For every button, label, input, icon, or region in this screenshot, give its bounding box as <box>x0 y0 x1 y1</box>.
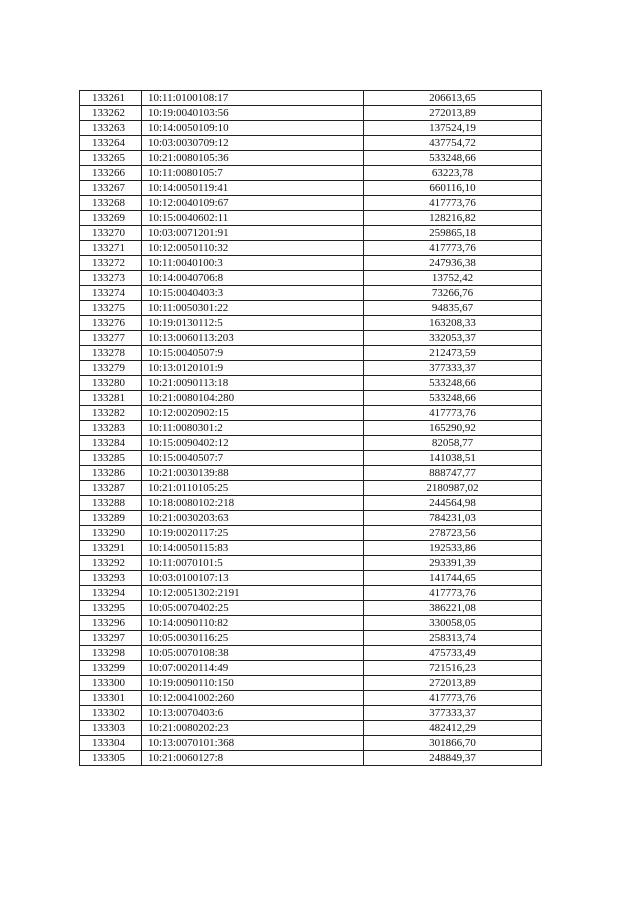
record-id-cell: 133262 <box>80 106 142 121</box>
table-row <box>80 586 542 601</box>
table-row <box>80 751 542 766</box>
amount-cell: 244564,98 <box>364 496 542 511</box>
amount-cell: 258313,74 <box>364 631 542 646</box>
table-row <box>80 661 542 676</box>
cadastral-number-cell: 10:03:0100107:13 <box>142 571 364 586</box>
table-row <box>80 496 542 511</box>
table-row <box>80 226 542 241</box>
amount-cell: 163208,33 <box>364 316 542 331</box>
table-row <box>80 256 542 271</box>
cadastral-number-cell: 10:12:0040109:67 <box>142 196 364 211</box>
amount-cell: 192533,86 <box>364 541 542 556</box>
cadastral-number-cell: 10:18:0080102:218 <box>142 496 364 511</box>
amount-cell: 475733,49 <box>364 646 542 661</box>
amount-cell: 259865,18 <box>364 226 542 241</box>
amount-cell: 386221,08 <box>364 601 542 616</box>
amount-cell: 247936,38 <box>364 256 542 271</box>
record-id-cell: 133278 <box>80 346 142 361</box>
table-row <box>80 151 542 166</box>
amount-cell: 533248,66 <box>364 391 542 406</box>
cadastral-number-cell: 10:13:0120101:9 <box>142 361 364 376</box>
amount-cell: 206613,65 <box>364 91 542 106</box>
table-row <box>80 391 542 406</box>
cadastral-number-cell: 10:03:0071201:91 <box>142 226 364 241</box>
cadastral-number-cell: 10:19:0040103:56 <box>142 106 364 121</box>
cadastral-number-cell: 10:11:0100108:17 <box>142 91 364 106</box>
table-row <box>80 646 542 661</box>
cadastral-number-cell: 10:21:0080202:23 <box>142 721 364 736</box>
table-row <box>80 511 542 526</box>
record-id-cell: 133299 <box>80 661 142 676</box>
table-row <box>80 706 542 721</box>
amount-cell: 533248,66 <box>364 151 542 166</box>
table-body <box>80 91 542 766</box>
cadastral-number-cell: 10:12:0050110:32 <box>142 241 364 256</box>
cadastral-number-cell: 10:11:0050301:22 <box>142 301 364 316</box>
table-row <box>80 211 542 226</box>
record-id-cell: 133261 <box>80 91 142 106</box>
record-id-cell: 133273 <box>80 271 142 286</box>
record-id-cell: 133263 <box>80 121 142 136</box>
table-row <box>80 136 542 151</box>
cadastral-number-cell: 10:15:0040507:9 <box>142 346 364 361</box>
record-id-cell: 133265 <box>80 151 142 166</box>
cadastral-number-cell: 10:11:0040100:3 <box>142 256 364 271</box>
amount-cell: 128216,82 <box>364 211 542 226</box>
record-id-cell: 133264 <box>80 136 142 151</box>
amount-cell: 417773,76 <box>364 196 542 211</box>
cadastral-number-cell: 10:11:0080301:2 <box>142 421 364 436</box>
record-id-cell: 133297 <box>80 631 142 646</box>
cadastral-number-cell: 10:05:0070108:38 <box>142 646 364 661</box>
record-id-cell: 133300 <box>80 676 142 691</box>
record-id-cell: 133303 <box>80 721 142 736</box>
cadastral-number-cell: 10:19:0090110:150 <box>142 676 364 691</box>
cadastral-number-cell: 10:14:0040706:8 <box>142 271 364 286</box>
amount-cell: 332053,37 <box>364 331 542 346</box>
cadastral-number-cell: 10:13:0070101:368 <box>142 736 364 751</box>
table-row <box>80 106 542 121</box>
amount-cell: 437754,72 <box>364 136 542 151</box>
cadastral-number-cell: 10:05:0070402:25 <box>142 601 364 616</box>
record-id-cell: 133289 <box>80 511 142 526</box>
cadastral-number-cell: 10:13:0070403:6 <box>142 706 364 721</box>
table-row <box>80 166 542 181</box>
record-id-cell: 133267 <box>80 181 142 196</box>
table-row <box>80 316 542 331</box>
table-row <box>80 571 542 586</box>
table-row <box>80 736 542 751</box>
table-row <box>80 676 542 691</box>
record-id-cell: 133293 <box>80 571 142 586</box>
record-id-cell: 133305 <box>80 751 142 766</box>
cadastral-number-cell: 10:15:0040602:11 <box>142 211 364 226</box>
cadastral-number-cell: 10:03:0030709:12 <box>142 136 364 151</box>
table-row <box>80 631 542 646</box>
cadastral-number-cell: 10:12:0051302:2191 <box>142 586 364 601</box>
record-id-cell: 133268 <box>80 196 142 211</box>
cadastral-number-cell: 10:19:0130112:5 <box>142 316 364 331</box>
amount-cell: 888747,77 <box>364 466 542 481</box>
amount-cell: 417773,76 <box>364 241 542 256</box>
table-row <box>80 271 542 286</box>
cadastral-number-cell: 10:21:0030203:63 <box>142 511 364 526</box>
cadastral-number-cell: 10:21:0080104:280 <box>142 391 364 406</box>
record-id-cell: 133277 <box>80 331 142 346</box>
record-id-cell: 133270 <box>80 226 142 241</box>
record-id-cell: 133279 <box>80 361 142 376</box>
record-id-cell: 133287 <box>80 481 142 496</box>
record-id-cell: 133288 <box>80 496 142 511</box>
amount-cell: 137524,19 <box>364 121 542 136</box>
cadastral-number-cell: 10:21:0090113:18 <box>142 376 364 391</box>
table-row <box>80 406 542 421</box>
table-row <box>80 301 542 316</box>
table-row <box>80 541 542 556</box>
table-row <box>80 601 542 616</box>
record-id-cell: 133282 <box>80 406 142 421</box>
record-id-cell: 133275 <box>80 301 142 316</box>
table-row <box>80 526 542 541</box>
table-row <box>80 376 542 391</box>
cadastral-number-cell: 10:15:0040507:7 <box>142 451 364 466</box>
record-id-cell: 133291 <box>80 541 142 556</box>
amount-cell: 377333,37 <box>364 361 542 376</box>
table-row <box>80 466 542 481</box>
amount-cell: 330058,05 <box>364 616 542 631</box>
record-id-cell: 133286 <box>80 466 142 481</box>
table-row <box>80 331 542 346</box>
cadastral-number-cell: 10:14:0090110:82 <box>142 616 364 631</box>
data-table <box>79 90 542 766</box>
amount-cell: 272013,89 <box>364 676 542 691</box>
cadastral-number-cell: 10:14:0050109:10 <box>142 121 364 136</box>
cadastral-number-cell: 10:14:0050119:41 <box>142 181 364 196</box>
record-id-cell: 133276 <box>80 316 142 331</box>
cadastral-number-cell: 10:12:0020902:15 <box>142 406 364 421</box>
cadastral-number-cell: 10:14:0050115:83 <box>142 541 364 556</box>
table-row <box>80 556 542 571</box>
table-row <box>80 286 542 301</box>
cadastral-number-cell: 10:07:0020114:49 <box>142 661 364 676</box>
amount-cell: 482412,29 <box>364 721 542 736</box>
amount-cell: 417773,76 <box>364 406 542 421</box>
cadastral-number-cell: 10:13:0060113:203 <box>142 331 364 346</box>
table-row <box>80 721 542 736</box>
table-row <box>80 241 542 256</box>
record-id-cell: 133294 <box>80 586 142 601</box>
record-id-cell: 133296 <box>80 616 142 631</box>
table-row <box>80 121 542 136</box>
table-row <box>80 691 542 706</box>
amount-cell: 165290,92 <box>364 421 542 436</box>
table-row <box>80 616 542 631</box>
amount-cell: 417773,76 <box>364 691 542 706</box>
amount-cell: 533248,66 <box>364 376 542 391</box>
amount-cell: 301866,70 <box>364 736 542 751</box>
record-id-cell: 133269 <box>80 211 142 226</box>
amount-cell: 278723,56 <box>364 526 542 541</box>
record-id-cell: 133304 <box>80 736 142 751</box>
amount-cell: 248849,37 <box>364 751 542 766</box>
record-id-cell: 133281 <box>80 391 142 406</box>
amount-cell: 272013,89 <box>364 106 542 121</box>
record-id-cell: 133302 <box>80 706 142 721</box>
cadastral-number-cell: 10:15:0090402:12 <box>142 436 364 451</box>
amount-cell: 94835,67 <box>364 301 542 316</box>
amount-cell: 721516,23 <box>364 661 542 676</box>
amount-cell: 293391,39 <box>364 556 542 571</box>
table-row <box>80 361 542 376</box>
cadastral-number-cell: 10:15:0040403:3 <box>142 286 364 301</box>
amount-cell: 660116,10 <box>364 181 542 196</box>
amount-cell: 417773,76 <box>364 586 542 601</box>
record-id-cell: 133274 <box>80 286 142 301</box>
cadastral-number-cell: 10:19:0020117:25 <box>142 526 364 541</box>
table-row <box>80 196 542 211</box>
record-id-cell: 133271 <box>80 241 142 256</box>
record-id-cell: 133280 <box>80 376 142 391</box>
cadastral-number-cell: 10:21:0110105:25 <box>142 481 364 496</box>
amount-cell: 784231,03 <box>364 511 542 526</box>
amount-cell: 82058,77 <box>364 436 542 451</box>
cadastral-number-cell: 10:05:0030116:25 <box>142 631 364 646</box>
amount-cell: 212473,59 <box>364 346 542 361</box>
amount-cell: 141744,65 <box>364 571 542 586</box>
record-id-cell: 133283 <box>80 421 142 436</box>
record-id-cell: 133272 <box>80 256 142 271</box>
table-row <box>80 421 542 436</box>
record-id-cell: 133292 <box>80 556 142 571</box>
record-id-cell: 133298 <box>80 646 142 661</box>
table-row <box>80 451 542 466</box>
cadastral-number-cell: 10:21:0030139:88 <box>142 466 364 481</box>
cadastral-number-cell: 10:12:0041002:260 <box>142 691 364 706</box>
table-row <box>80 346 542 361</box>
amount-cell: 141038,51 <box>364 451 542 466</box>
table-row <box>80 181 542 196</box>
record-id-cell: 133284 <box>80 436 142 451</box>
record-id-cell: 133295 <box>80 601 142 616</box>
amount-cell: 63223,78 <box>364 166 542 181</box>
cadastral-number-cell: 10:21:0080105:36 <box>142 151 364 166</box>
amount-cell: 377333,37 <box>364 706 542 721</box>
record-id-cell: 133266 <box>80 166 142 181</box>
table-row <box>80 436 542 451</box>
table-row <box>80 91 542 106</box>
cadastral-number-cell: 10:21:0060127:8 <box>142 751 364 766</box>
cadastral-number-cell: 10:11:0080105:7 <box>142 166 364 181</box>
amount-cell: 2180987,02 <box>364 481 542 496</box>
table-row <box>80 481 542 496</box>
amount-cell: 73266,76 <box>364 286 542 301</box>
record-id-cell: 133285 <box>80 451 142 466</box>
record-id-cell: 133290 <box>80 526 142 541</box>
amount-cell: 13752,42 <box>364 271 542 286</box>
cadastral-number-cell: 10:11:0070101:5 <box>142 556 364 571</box>
record-id-cell: 133301 <box>80 691 142 706</box>
